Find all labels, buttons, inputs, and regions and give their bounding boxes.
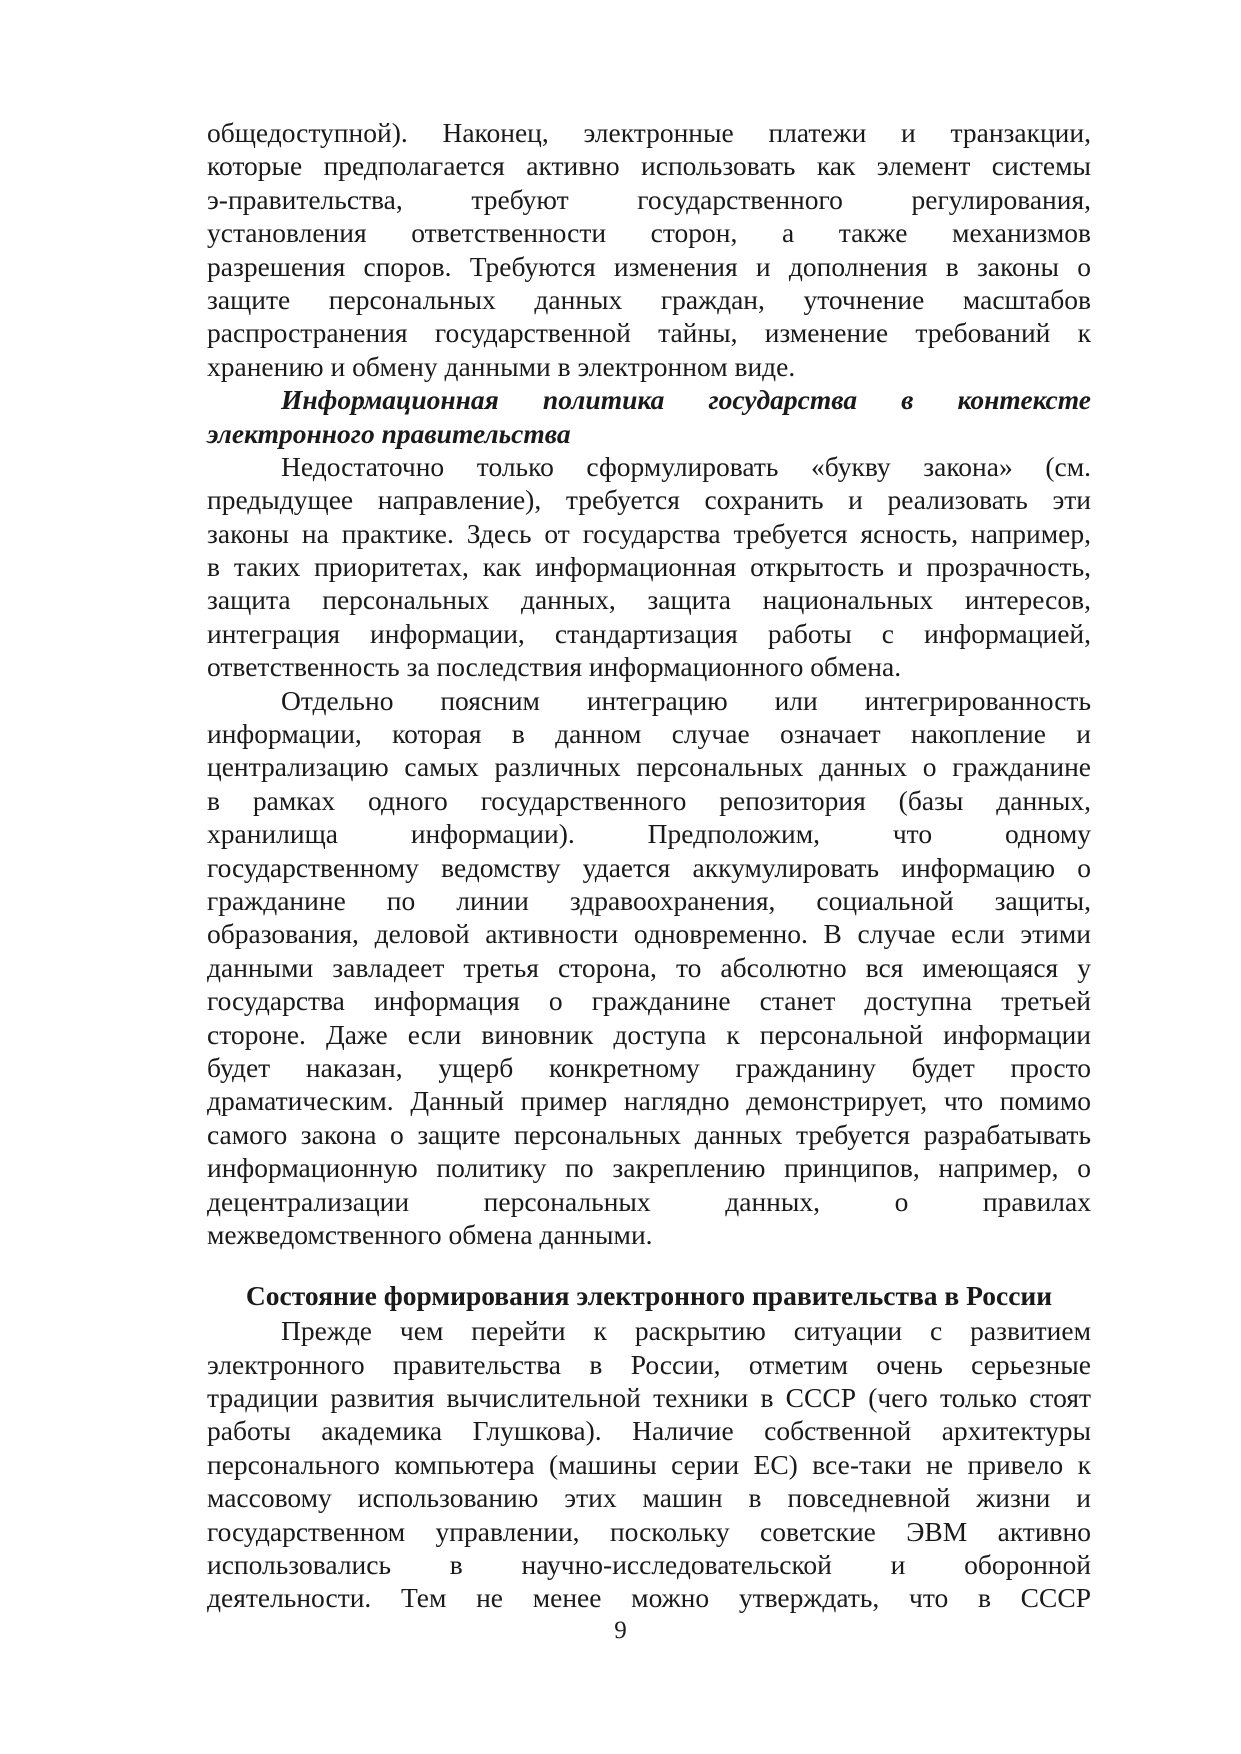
text-line: децентрализации персональных данных, о правилах xyxy=(207,1185,1091,1217)
subheading-line: электронного правительства xyxy=(207,417,571,449)
text-line: государственном управлении, поскольку советские ЭВМ активно xyxy=(207,1515,1091,1547)
text-line: информации, которая в данном случае означает накопление и xyxy=(207,718,1091,750)
paragraph-russia-history xyxy=(207,1314,1091,1615)
text-line: Недостаточно только сформулировать «букву закона» (см. xyxy=(281,450,1091,482)
paragraph-legal-framework xyxy=(207,116,1091,383)
subheading-line: Информационная политика государства в контексте xyxy=(281,384,1091,416)
text-line: Прежде чем перейти к раскрытию ситуации с развитием xyxy=(281,1315,1091,1347)
paragraph-law-in-practice xyxy=(207,450,1091,684)
text-line: предыдущее направление), требуется сохранить и реализовать эти xyxy=(207,484,1091,516)
text-line: персонального компьютера (машины серии ЕС) все-таки не привело к xyxy=(207,1448,1091,1480)
text-line: драматическим. Данный пример наглядно демонстрирует, что помимо xyxy=(207,1085,1091,1117)
text-line: деятельности. Тем не менее можно утверждать, что в СССР xyxy=(207,1582,1091,1614)
text-line: общедоступной). Наконец, электронные платежи и транзакции, xyxy=(207,117,1091,148)
page-number: 9 xyxy=(614,1617,627,1644)
text-line: хранилища информации). Предположим, что одному xyxy=(207,818,1091,850)
text-line: централизацию самых различных персональных данных о гражданине xyxy=(207,751,1091,783)
paragraph-integration xyxy=(207,684,1091,1252)
text-line: хранению и обмену данными в электронном виде. xyxy=(207,350,796,382)
text-line: установления ответственности сторон, а также механизмов xyxy=(207,217,1091,249)
text-line: разрешения споров. Требуются изменения и дополнения в законы о xyxy=(207,250,1091,282)
text-line: интеграция информации, стандартизация работы с информацией, xyxy=(207,617,1091,649)
section-heading: Состояние формирования электронного правительства в России xyxy=(245,1280,1053,1312)
text-line: образования, деловой активности одновременно. В случае если этими xyxy=(207,918,1091,950)
text-line: которые предполагается активно использовать как элемент системы xyxy=(207,150,1091,182)
text-line: традиции развития вычислительной техники в СССР (чего только стоят xyxy=(207,1382,1091,1414)
text-line: электронного правительства в России, отметим очень серьезные xyxy=(207,1348,1091,1380)
text-line: данными завладеет третья сторона, то абсолютно вся имеющаяся у xyxy=(207,951,1091,983)
text-line: э-правительства, требуют государственного регулирования, xyxy=(207,183,1091,215)
text-line: в таких приоритетах, как информационная открытость и прозрачность, xyxy=(207,551,1091,583)
text-line: Отдельно поясним интеграцию или интегрированность xyxy=(281,684,1091,716)
text-line: гражданине по линии здравоохранения, социальной защиты, xyxy=(207,884,1091,916)
text-line: использовались в научно-исследовательской и оборонной xyxy=(207,1549,1091,1581)
text-line: ответственность за последствия информационного обмена. xyxy=(207,651,902,683)
text-line: законы на практике. Здесь от государства требуется ясность, например, xyxy=(207,517,1091,549)
text-line: защита персональных данных, защита национальных интересов, xyxy=(207,584,1091,616)
document-page xyxy=(207,116,1091,1615)
text-line: государственному ведомству удается аккумулировать информацию о xyxy=(207,851,1091,883)
text-line: работы академика Глушкова). Наличие собственной архитектуры xyxy=(207,1415,1091,1447)
text-line: стороне. Даже если виновник доступа к персональной информации xyxy=(207,1018,1091,1050)
text-line: межведомственного обмена данными. xyxy=(207,1218,653,1250)
text-line: самого закона о защите персональных данных требуется разрабатывать xyxy=(207,1118,1091,1150)
text-line: государства информация о гражданине станет доступна третьей xyxy=(207,985,1091,1017)
text-line: будет наказан, ущерб конкретному гражданину будет просто xyxy=(207,1051,1091,1083)
text-line: информационную политику по закреплению принципов, например, о xyxy=(207,1152,1091,1184)
subheading-information-policy xyxy=(207,383,1091,450)
text-line: в рамках одного государственного репозитория (базы данных, xyxy=(207,784,1091,816)
section-gap xyxy=(207,1251,1091,1278)
text-line: массовому использованию этих машин в повседневной жизни и xyxy=(207,1482,1091,1514)
text-line: защите персональных данных граждан, уточнение масштабов xyxy=(207,283,1091,315)
text-line: распространения государственной тайны, изменение требований к xyxy=(207,317,1091,349)
